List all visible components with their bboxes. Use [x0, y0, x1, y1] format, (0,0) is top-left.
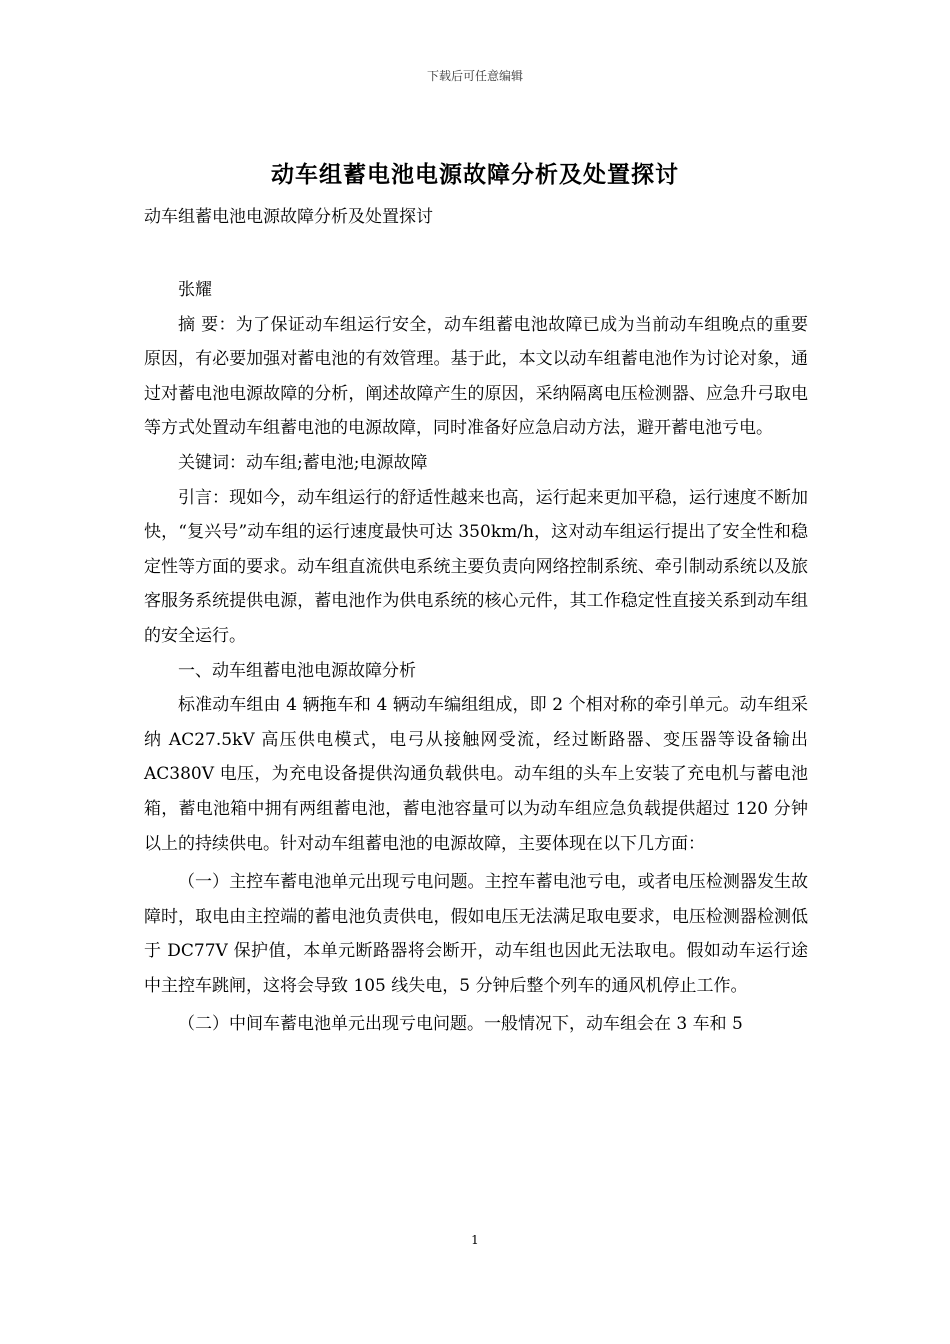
- body-paragraph: （二）中间车蓄电池单元出现亏电问题。一般情况下，动车组会在 3 车和 5: [178, 1014, 743, 1035]
- page-header: 下载后可任意编辑: [426, 69, 523, 83]
- page-number: 1: [471, 1233, 479, 1247]
- body-paragraph: 标准动车组由 4 辆拖车和 4 辆动车编组组成，即 2 个相对称的牵引单元。动车组采纳 AC27.5kV 高压供电模式，电弓从接触网受流，经过断路器、变压器等设备输出 AC380V 电压，为充电设备提供沟通负载供电。动车组的头车上安装了充电机与蓄电池箱，蓄电池箱中拥有两组蓄电池，蓄电池容量可以为动车组应急负载提供超过 120 分钟以上的持续供电。针对动车组蓄电池的电源故障，主要体现在以下几方面：: [144, 695, 808, 854]
- author-name: 张耀: [178, 280, 212, 300]
- document-subtitle: 动车组蓄电池电源故障分析及处置探讨: [144, 207, 433, 227]
- abstract-paragraph: 摘 要：为了保证动车组运行安全，动车组蓄电池故障已成为当前动车组晚点的重要原因，有必要加强对蓄电池的有效管理。基于此，本文以动车组蓄电池作为讨论对象，通过对蓄电池电源故障的分析，阐述故障产生的原因，采纳隔离电压检测器、应急升弓取电等方式处置动车组蓄电池的电源故障，同时准备好应急启动方法，避开蓄电池亏电。: [144, 314, 808, 439]
- introduction-paragraph: 引言：现如今，动车组运行的舒适性越来也高，运行起来更加平稳，运行速度不断加快，“复兴号”动车组的运行速度最快可达 350km/h，这对动车组运行提出了安全性和稳定性等方面的要求。动车组直流供电系统主要负责向网络控制系统、牵引制动系统以及旅客服务系统提供电源，蓄电池作为供电系统的核心元件，其工作稳定性直接关系到动车组的安全运行。: [144, 487, 808, 646]
- document-body: [144, 273, 808, 1042]
- section-heading: 一、动车组蓄电池电源故障分析: [178, 660, 416, 681]
- keywords-paragraph: 关键词：动车组;蓄电池;电源故障: [178, 452, 428, 473]
- document-title: 动车组蓄电池电源故障分析及处置探讨: [271, 161, 679, 188]
- body-paragraph: （一）主控车蓄电池单元出现亏电问题。主控车蓄电池亏电，或者电压检测器发生故障时，取电由主控端的蓄电池负责供电，假如电压无法满足取电要求，电压检测器检测低于 DC77V 保护值，本单元断路器将会断开，动车组也因此无法取电。假如动车运行途中主控车跳闸，这将会导致 105 线失电，5 分钟后整个列车的通风机停止工作。: [144, 872, 808, 996]
